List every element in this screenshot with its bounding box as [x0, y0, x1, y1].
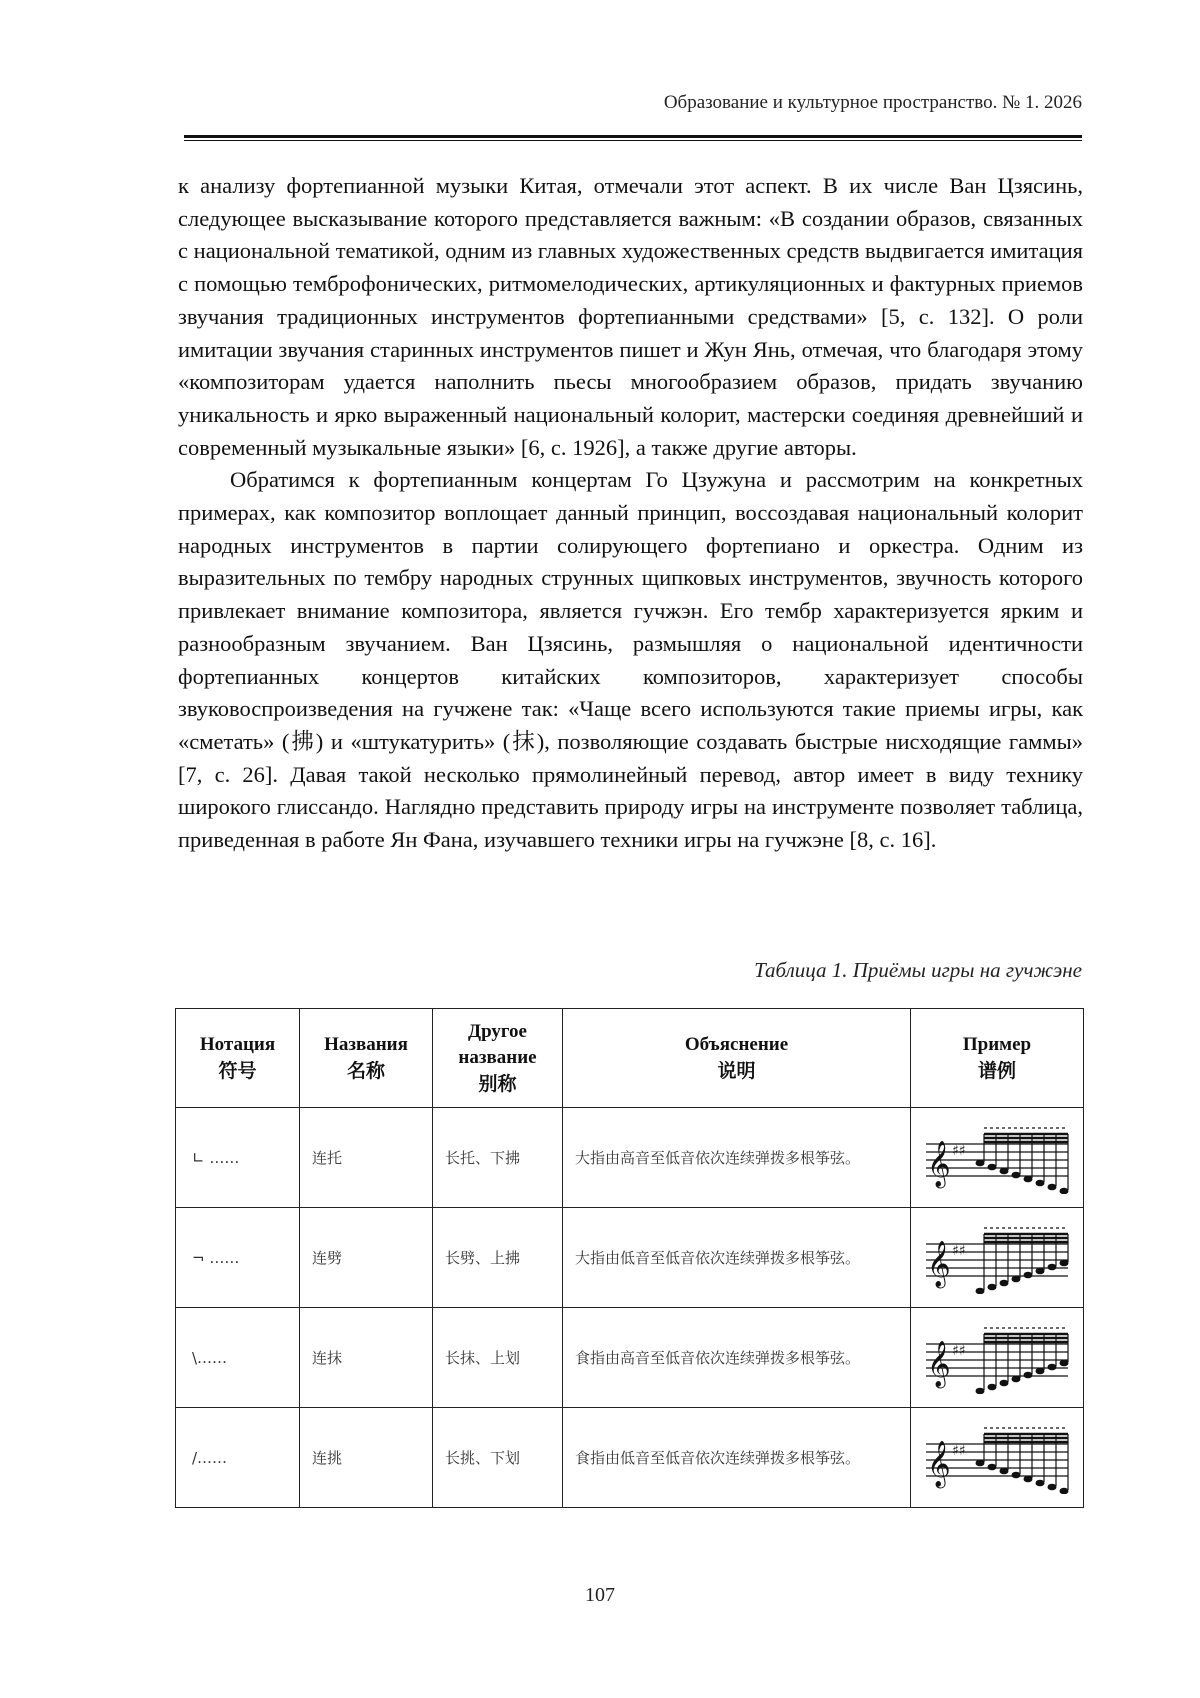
svg-text:𝄞: 𝄞	[927, 1240, 951, 1287]
header-alt-name-ru1: Другое	[468, 1021, 527, 1042]
svg-text:♯♯: ♯♯	[952, 1242, 966, 1259]
table-header-row	[176, 1009, 1084, 1108]
page-number: 107	[585, 1584, 615, 1606]
alt-name-cell: 长劈、上拂	[433, 1208, 563, 1308]
header-name	[300, 1009, 433, 1108]
header-alt-name-ru2: название	[458, 1047, 537, 1068]
paragraph-1: к анализу фортепианной музыки Китая, отмечали этот аспект. В их числе Ван Цзясинь, следующее высказывание которого представляется важным: «В создании образов, связанных с национальной тематикой, одним из главных художественных средств выдвигается имитация с помощью темброфонических, ритмомелодических, артикуляционных и фактурных приемов звучания традиционных инструментов фортепианными средствами» [5, с. 132]. О роли имитации звучания старинных инструментов пишет и Жун Янь, отмечая, что благодаря этому «композиторам удается наполнить пьесы многообразием образов, придать звучанию уникальность и ярко выраженный национальный колорит, мастерски соединяя древнейший и современный музыкальные языки» [6, с. 1926], а также другие авторы.	[178, 173, 1083, 460]
svg-text:𝄞: 𝄞	[927, 1140, 951, 1187]
header-notation	[176, 1009, 300, 1108]
notation-cell: /……	[176, 1408, 300, 1508]
header-example	[911, 1009, 1084, 1108]
notation-cell: \……	[176, 1308, 300, 1408]
header-explanation-ru: Объяснение	[684, 1034, 789, 1055]
example-cell	[911, 1308, 1084, 1408]
header-notation-ru: Нотация	[199, 1034, 276, 1055]
alt-name-cell: 长抹、上划	[433, 1308, 563, 1408]
header-rule-thick	[184, 135, 1082, 138]
explanation-cell: 大指由高音至低音依次连续弹拨多根筝弦。	[563, 1108, 911, 1208]
svg-text:𝄞: 𝄞	[927, 1340, 951, 1387]
header-name-zh: 名称	[346, 1060, 385, 1082]
header-alt-name	[433, 1009, 563, 1108]
svg-text:♯♯: ♯♯	[952, 1142, 966, 1159]
running-header: Образование и культурное пространство. № 1. 2026	[663, 92, 1082, 113]
svg-text:𝄞: 𝄞	[927, 1440, 951, 1487]
table-row	[176, 1408, 1084, 1508]
name-cell: 连托	[300, 1108, 433, 1208]
example-cell	[911, 1108, 1084, 1208]
notation-cell: ¬ ……	[176, 1208, 300, 1308]
header-notation-zh: 符号	[218, 1060, 257, 1082]
header-rule-thin	[184, 140, 1082, 141]
header-explanation	[563, 1009, 911, 1108]
header-name-ru: Названия	[324, 1034, 408, 1055]
header-explanation-zh: 说明	[717, 1060, 756, 1082]
table-row	[176, 1308, 1084, 1408]
alt-name-cell: 长挑、下划	[433, 1408, 563, 1508]
explanation-cell: 大指由低音至低音依次连续弹拨多根筝弦。	[563, 1208, 911, 1308]
svg-text:♯♯: ♯♯	[952, 1442, 966, 1459]
header-example-zh: 谱例	[977, 1060, 1016, 1082]
body-text	[178, 170, 1083, 857]
example-cell	[911, 1408, 1084, 1508]
notation-cell: ∟ ……	[176, 1108, 300, 1208]
table-caption: Таблица 1. Приёмы игры на гучжэне	[754, 958, 1082, 982]
ascending-scale-notation-icon	[922, 1222, 1072, 1294]
paragraph-2: Обратимся к фортепианным концертам Го Цзужуна и рассмотрим на конкретных примерах, как композитор воплощает данный принцип, воссоздавая национальный колорит народных инструментов в партии солирующего фортепиано и оркестра. Одним из выразительных по тембру народных струнных щипковых инструментов, звучность которого привлекает внимание композитора, является гучжэн. Его тембр характеризуется ярким и разнообразным звучанием. Ван Цзясинь, размышляя о национальной идентичности фортепианных концертов китайских композиторов, характеризует способы звуковоспроизведения на гучжене так: «Чаще всего используются такие приемы игры, как «сметать» (拂) и «штукатурить» (抹), позволяющие создавать быстрые нисходящие гаммы» [7, с. 26]. Давая такой несколько прямолинейный перевод, автор имеет в виду технику широкого глиссандо. Наглядно представить природу игры на инструменте позволяет таблица, приведенная в работе Ян Фана, изучавшего техники игры на гучжэне [8, с. 16].	[178, 467, 1083, 853]
descending-scale-notation-icon	[922, 1422, 1072, 1494]
name-cell: 连劈	[300, 1208, 433, 1308]
name-cell: 连挑	[300, 1408, 433, 1508]
header-alt-name-zh: 别称	[478, 1073, 517, 1095]
explanation-cell: 食指由高音至低音依次连续弹拨多根筝弦。	[563, 1308, 911, 1408]
ascending-scale-notation-icon	[922, 1322, 1072, 1394]
explanation-cell: 食指由低音至低音依次连续弹拨多根筝弦。	[563, 1408, 911, 1508]
svg-text:♯♯: ♯♯	[952, 1342, 966, 1359]
example-cell	[911, 1208, 1084, 1308]
table-row	[176, 1208, 1084, 1308]
alt-name-cell: 长托、下拂	[433, 1108, 563, 1208]
name-cell: 连抹	[300, 1308, 433, 1408]
header-example-ru: Пример	[962, 1034, 1032, 1055]
techniques-table	[175, 1008, 1084, 1508]
descending-scale-notation-icon	[922, 1122, 1072, 1194]
table-row	[176, 1108, 1084, 1208]
